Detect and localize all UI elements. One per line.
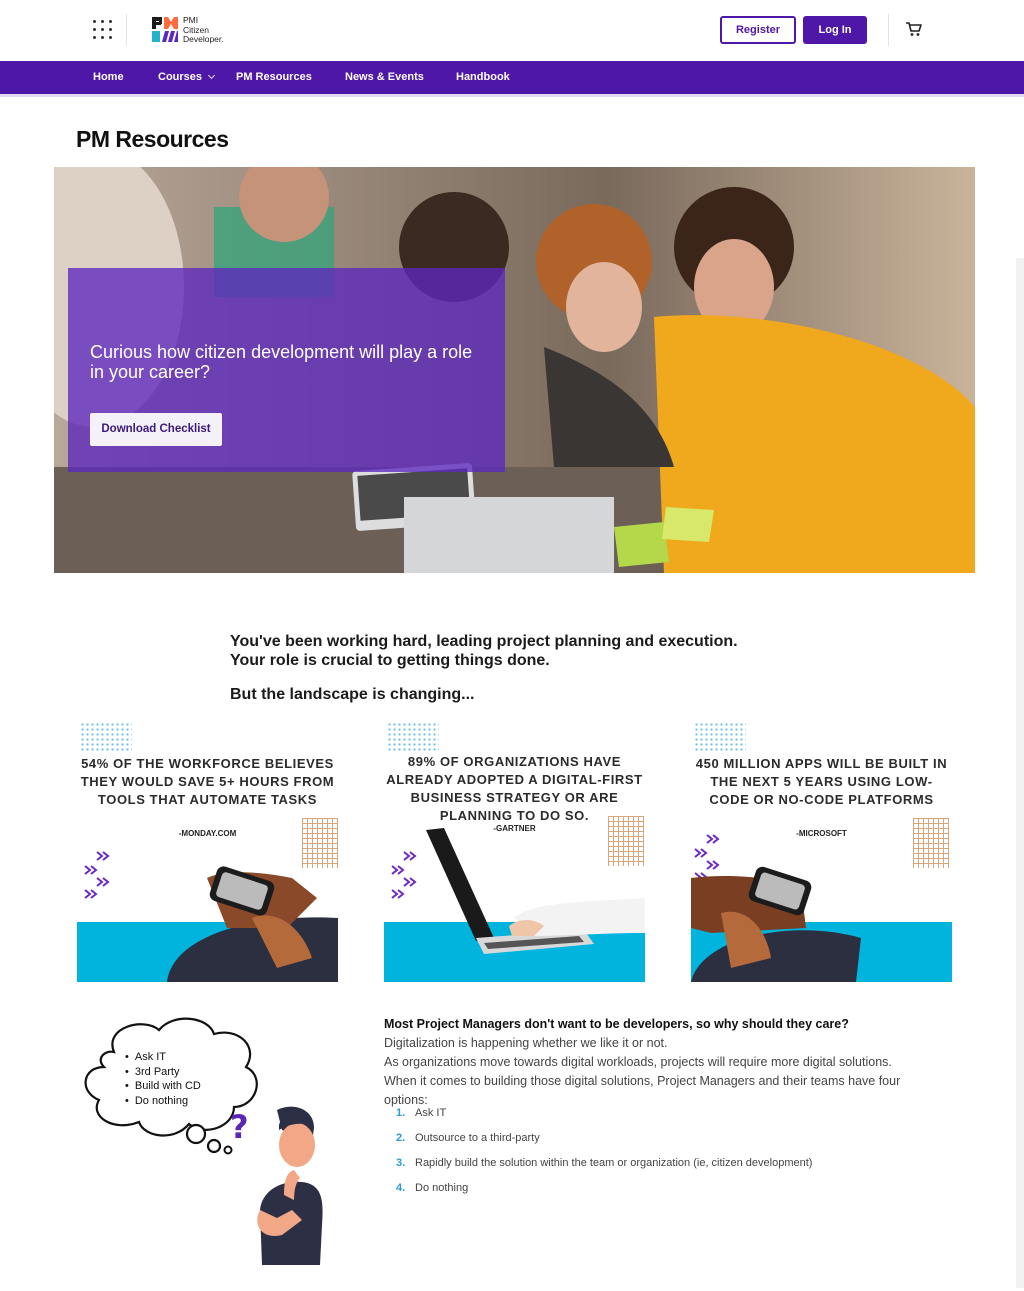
option-number: 2. [396,1132,406,1144]
logo-line-2: Citizen [183,24,209,35]
nav-item-label: News & Events [345,71,424,83]
nav-item-label: PM Resources [236,71,312,83]
stat-card [77,718,338,982]
scrollbar-track[interactable] [1016,258,1024,1288]
dot-pattern [387,722,439,752]
thinking-person-illustration [222,1100,332,1265]
option-text: Ask IT [415,1107,447,1119]
cart-icon[interactable] [905,20,923,38]
phone-hands-illustration [77,818,338,982]
main-nav [0,61,1024,97]
nav-item-news-events[interactable] [345,71,424,83]
paragraph: As organizations move towards digital workloads, projects will require more digital solutions. [384,1055,892,1069]
logo-line-1: PMI [183,15,199,25]
stat-source: -MICROSOFT [796,829,847,838]
option-item [396,1132,812,1157]
intro-line-1: You've been working hard, leading project planning and execution. [230,633,738,650]
login-button[interactable]: Log In [803,16,867,44]
section-heading: Most Project Managers don't want to be developers, so why should they care? [384,1017,849,1031]
header-divider-right [888,14,889,46]
logo-wordmark [183,16,224,45]
hero-callout [68,268,505,472]
hero-banner [54,167,975,573]
option-text: Do nothing [415,1182,469,1194]
pmi-logo-mark [151,16,179,43]
nav-item-handbook[interactable] [456,71,510,83]
phone-hands-illustration [691,818,952,982]
apps-grid-icon[interactable] [93,20,113,40]
nav-item-pm-resources[interactable] [236,71,312,83]
paragraph: When it comes to building those digital solutions, Project Managers and their teams have four options: [384,1074,901,1107]
option-text: Rapidly build the solution within the team or organization (ie, citizen development) [415,1157,813,1169]
paragraph: Digitalization is happening whether we like it or not. [384,1036,668,1050]
nav-item-label: Home [93,71,124,83]
list-item: • 3rd Party [125,1065,201,1080]
stat-source: -MONDAY.COM [178,829,237,838]
list-item: • Build with CD [125,1079,201,1094]
pmi-citizen-developer-logo[interactable] [151,16,231,44]
nav-item-home[interactable] [93,71,124,83]
list-item: • Ask IT [125,1050,201,1065]
nav-item-label: Courses [158,71,203,83]
top-header [0,0,1024,61]
intro-line-2: Your role is crucial to getting things done. [230,652,550,669]
stat-card [384,718,645,982]
option-item [396,1107,812,1132]
header-divider [126,14,127,46]
nav-item-label: Handbook [456,71,510,83]
option-item [396,1157,812,1182]
stat-text: 54% OF THE WORKFORCE BELIEVES THEY WOULD SAVE 5+ HOURS FROM TOOLS THAT AUTOMATE TASKS [80,756,335,807]
chevron-down-icon [208,72,215,79]
svg-text:?: ? [230,1108,249,1146]
logo-line-3: Developer. [183,34,224,44]
dot-pattern [80,722,132,752]
stat-text: 450 MILLION APPS WILL BE BUILT IN THE NEXT 5 YEARS USING LOW-CODE OR NO-CODE PLATFORMS [695,756,948,807]
stat-text: 89% OF ORGANIZATIONS HAVE ALREADY ADOPTED A DIGITAL-FIRST BUSINESS STRATEGY OR ARE PLANNING TO DO SO. [386,754,643,823]
stat-source: -GARTNER [493,824,536,833]
download-checklist-button[interactable]: Download Checklist [90,413,222,446]
page-title: PM Resources [76,126,229,152]
why-care-section [384,1015,924,1110]
option-text: Outsource to a third-party [415,1132,540,1144]
register-button[interactable]: Register [720,16,796,44]
nav-item-courses[interactable] [158,71,214,83]
options-list [396,1107,812,1207]
stat-card [691,718,952,982]
option-number: 4. [396,1182,406,1194]
laptop-illustration [384,818,645,982]
list-item: • Do nothing [125,1094,201,1109]
dot-pattern [694,722,746,752]
hero-headline: Curious how citizen development will play a role in your career? [90,342,473,382]
option-number: 3. [396,1157,406,1169]
option-item [396,1182,812,1207]
intro-text [230,632,850,670]
intro-line-3: But the landscape is changing... [230,686,475,703]
thought-bubble-options [125,1050,201,1108]
option-number: 1. [396,1107,406,1119]
